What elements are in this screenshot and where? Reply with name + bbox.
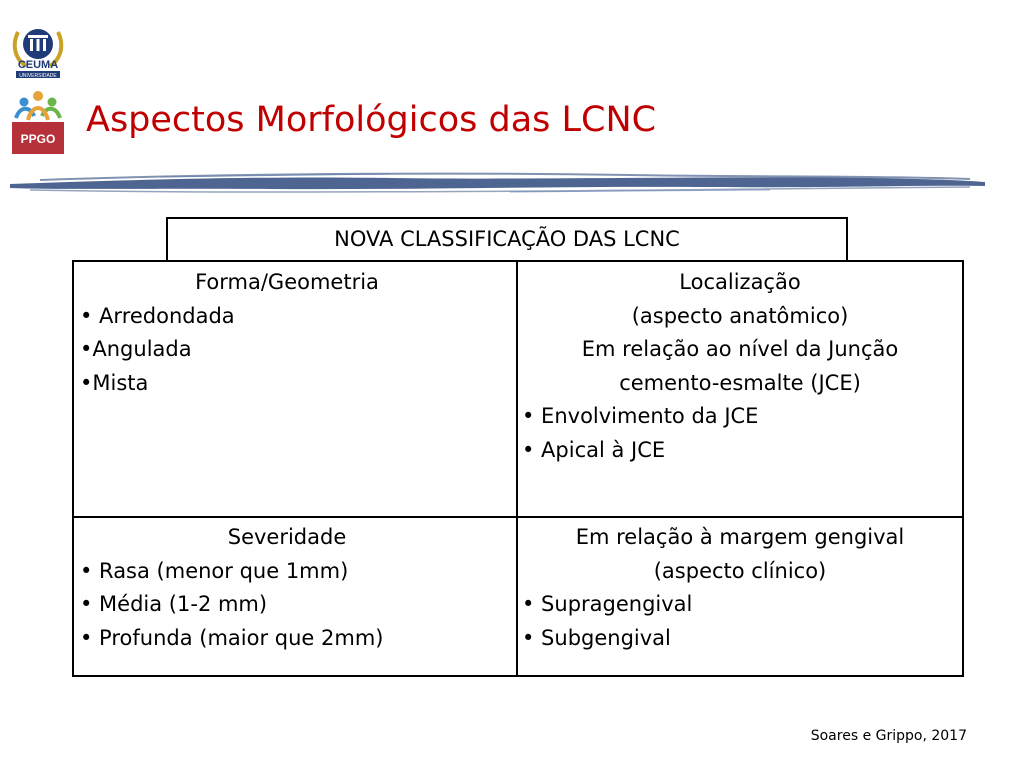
cell-gingival-margin <box>522 521 958 655</box>
cell-heading: Severidade <box>227 525 347 549</box>
ceuma-logo-text: CEUMA <box>17 59 59 71</box>
cell-heading: Localização <box>679 270 801 294</box>
list-item: • Rasa (menor que 1mm) <box>80 558 349 583</box>
citation: Soares e Grippo, 2017 <box>810 728 967 744</box>
list-item: •Angulada <box>80 337 192 361</box>
table-header <box>166 217 848 261</box>
list-item: • Apical à JCE <box>522 437 666 462</box>
cell-heading: Em relação à margem gengival <box>575 525 905 549</box>
classification-table <box>72 260 964 677</box>
list-item: • Subgengival <box>522 625 671 650</box>
cell-severity <box>80 521 508 655</box>
list-item: • Supragengival <box>522 592 693 616</box>
list-item: •Mista <box>80 370 149 395</box>
row-divider <box>74 516 962 518</box>
column-divider <box>516 262 518 675</box>
slide-title: Aspectos Morfológicos das LCNC <box>86 100 657 140</box>
cell-heading: (aspecto anatômico) <box>631 303 849 328</box>
brush-stroke-divider <box>10 168 985 196</box>
cell-subtitle: Em relação ao nível da Junção <box>581 337 899 361</box>
cell-location <box>522 266 958 467</box>
cell-form-geometry <box>80 266 508 400</box>
cell-subtitle: cemento-esmalte (JCE) <box>619 370 861 395</box>
list-item: • Arredondada <box>80 303 235 328</box>
ppgo-logo <box>10 88 66 156</box>
ppgo-logo-text: PPGO <box>20 132 56 146</box>
list-item: • Profunda (maior que 2mm) <box>80 625 384 650</box>
ceuma-logo <box>10 22 66 80</box>
list-item: • Envolvimento da JCE <box>522 404 759 428</box>
cell-heading: Forma/Geometria <box>195 270 379 294</box>
cell-heading: (aspecto clínico) <box>653 558 827 583</box>
ceuma-logo-subtext: UNIVERSIDADE <box>19 73 57 79</box>
table-header-text: NOVA CLASSIFICAÇÃO DAS LCNC <box>334 227 680 251</box>
list-item: • Média (1-2 mm) <box>80 592 268 616</box>
